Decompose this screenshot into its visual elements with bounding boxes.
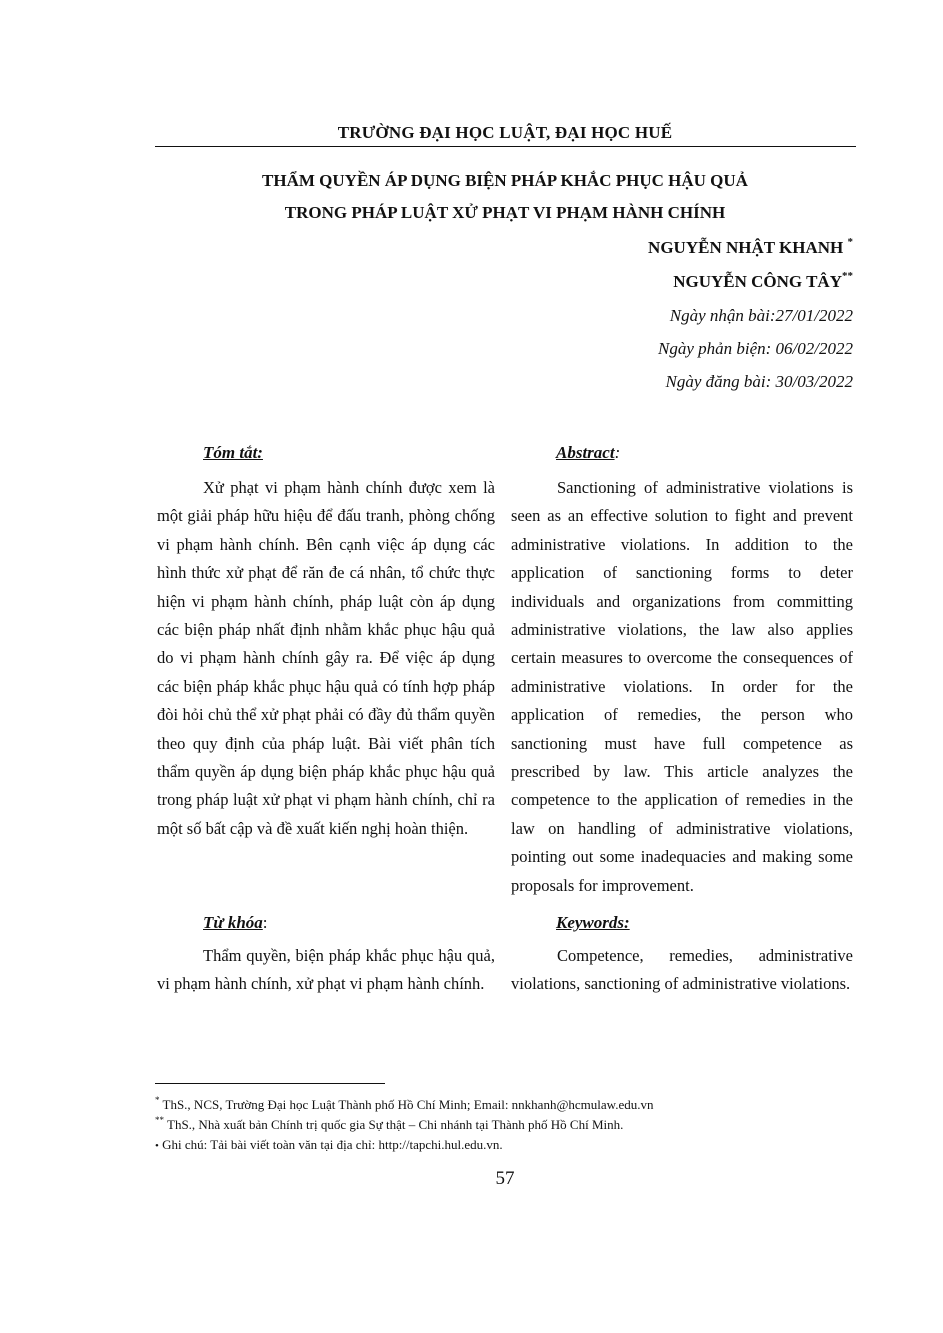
abstract-en-body bbox=[511, 474, 853, 900]
author-2-name: NGUYỄN CÔNG TÂY bbox=[673, 272, 842, 291]
article-title-line-1: THẨM QUYỀN ÁP DỤNG BIỆN PHÁP KHẮC PHỤC HẬU QUẢ bbox=[262, 171, 748, 190]
keywords-en-heading bbox=[511, 913, 853, 933]
header-rule bbox=[155, 146, 856, 147]
abstract-vi-text: Xử phạt vi phạm hành chính được xem là một giải pháp hữu hiệu để đấu tranh, phòng chống vi phạm hành chính. Bên cạnh việc áp dụng các hình thức xử phạt để răn đe cá nhân, tổ chức thực hiện vi phạm hành chính, pháp luật còn áp dụng các biện pháp nhất định nhằm khắc phục hậu quả do vi phạm hành chính gây ra. Để việc áp dụng các biện pháp khắc phục hậu quả có tính hợp pháp đòi hỏi chủ thể xử phạt phải có đầy đủ thẩm quyền theo quy định của pháp luật. Bài viết phân tích thẩm quyền áp dụng biện pháp khắc phục hậu quả trong pháp luật xử phạt vi phạm hành chính, chỉ ra một số bất cập và đề xuất kiến nghị hoàn thiện. bbox=[157, 478, 495, 838]
author-1-mark: * bbox=[847, 236, 853, 248]
footnote-1-mark: * bbox=[155, 1095, 160, 1105]
keywords-en-heading-text: Keywords: bbox=[556, 913, 630, 932]
footnote-3 bbox=[155, 1137, 503, 1153]
footnote-2-text: ThS., Nhà xuất bản Chính trị quốc gia Sự thật – Chi nhánh tại Thành phố Hồ Chí Minh. bbox=[167, 1117, 624, 1132]
abstract-vi-heading bbox=[157, 443, 495, 463]
abstract-en-heading-suffix: : bbox=[614, 443, 621, 462]
abstract-en-text: Sanctioning of administrative violations is seen as an effective solution to fight and prevent administrative violations. In addition to the application of sanctioning forms to deter individuals and organizations from committing administrative violations, the law also applies certain measures to overcome the consequences of administrative violations. In order for the application of remedies, the person who sanctioning must have full competence as prescribed by law. This article analyzes the competence to the application of remedies in the law on handling of administrative violations, pointing out some inadequacies and making some proposals for improvement. bbox=[511, 478, 853, 895]
keywords-vi-text: Thẩm quyền, biện pháp khắc phục hậu quả, vi phạm hành chính, xử phạt vi phạm hành chính. bbox=[157, 946, 495, 994]
footnote-2-mark: ** bbox=[155, 1115, 164, 1125]
date-published: Ngày đăng bài: 30/03/2022 bbox=[665, 372, 853, 391]
footnote-2 bbox=[155, 1117, 623, 1133]
date-reviewed: Ngày phản biện: 06/02/2022 bbox=[657, 339, 853, 358]
keywords-vi-heading-text: Từ khóa bbox=[203, 913, 263, 932]
page-number: 57 bbox=[495, 1168, 515, 1189]
abstract-vi-body bbox=[157, 474, 495, 843]
keywords-vi-body bbox=[157, 942, 495, 999]
footnote-1-text: ThS., NCS, Trường Đại học Luật Thành phố Hồ Chí Minh; Email: nnkhanh@hcmulaw.edu.vn bbox=[162, 1097, 654, 1112]
abstract-en-heading-text: Abstract bbox=[556, 443, 615, 462]
keywords-en-body bbox=[511, 942, 853, 999]
keywords-vi-heading bbox=[157, 913, 495, 933]
footnote-1 bbox=[155, 1097, 654, 1113]
footnote-3-mark: • bbox=[155, 1140, 159, 1152]
author-1-name: NGUYỄN NHẬT KHANH bbox=[648, 238, 844, 257]
article-title-line-2: TRONG PHÁP LUẬT XỬ PHẠT VI PHẠM HÀNH CHÍNH bbox=[284, 203, 726, 222]
author-1 bbox=[648, 238, 853, 258]
date-received: Ngày nhận bài:27/01/2022 bbox=[669, 306, 853, 325]
abstract-en-heading bbox=[511, 443, 853, 463]
footnote-3-text: Ghi chú: Tải bài viết toàn văn tại địa chỉ: http://tapchi.hul.edu.vn. bbox=[162, 1137, 503, 1152]
abstract-vi-heading-text: Tóm tắt: bbox=[203, 443, 263, 462]
journal-header: TRƯỜNG ĐẠI HỌC LUẬT, ĐẠI HỌC HUẾ bbox=[337, 123, 673, 142]
footnote-rule bbox=[155, 1083, 385, 1084]
author-2-mark: ** bbox=[842, 270, 853, 282]
keywords-en-text: Competence, remedies, administrative violations, sanctioning of administrative violations. bbox=[511, 946, 853, 994]
keywords-vi-heading-suffix: : bbox=[262, 913, 268, 932]
author-2 bbox=[673, 272, 853, 292]
